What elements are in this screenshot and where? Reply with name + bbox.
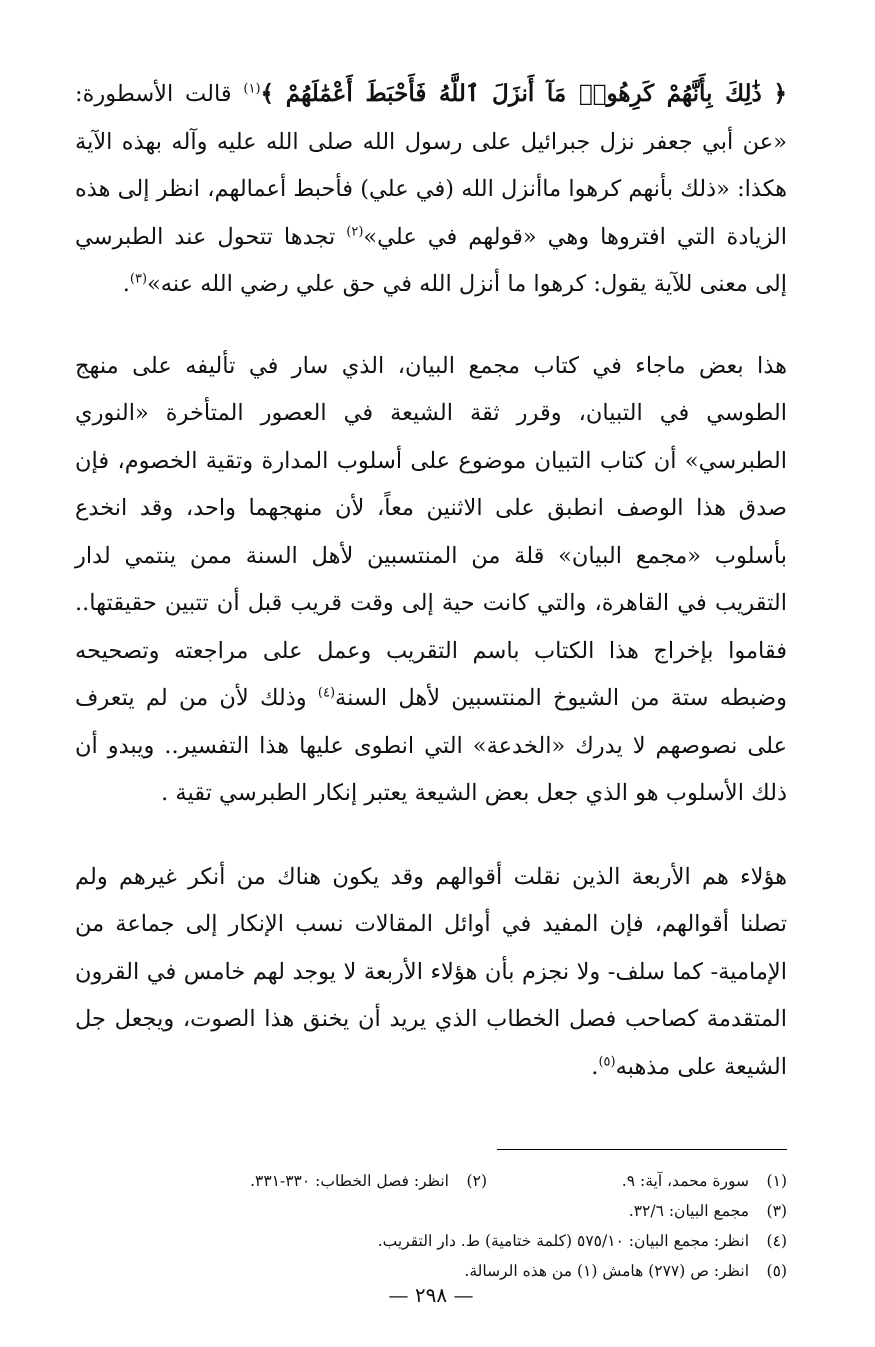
footnote-number: (١): [766, 1172, 787, 1190]
paragraph-2-text-a: هذا بعض ماجاء في كتاب مجمع البيان، الذي سار في تأليفه على منهج الطوسي في التبيان، وقرر ثقة الشيعة في العصور المتأخرة «النوري الطبرسي» أن كتاب التبيان موضوع على أسلوب المدارة وتقية الخصوم، فإن صدق هذا الوصف انطبق على الاثنين معاً، لأن منهجهما واحد، وقد انخدع بأسلوب «مجمع البيان» قلة من المنتسبين لأهل السنة ممن ينتمي لدار التقريب في القاهرة، والتي كانت حية إلى وقت قريب قبل أن تتبين حقيقتها.. فقاموا بإخراج هذا الكتاب باسم التقريب وعمل على مراجعته وتصحيحه وضبطه ستة من الشيوخ المنتسبين لأهل السنة: [75, 352, 787, 711]
footnote-number: (٢): [466, 1172, 487, 1190]
paragraph-1-text-b: تجدها تتحول عند الطبرسي إلى معنى للآية يقول: كرهوا ما أنزل الله في حق علي رضي الله عنه»: [75, 223, 787, 297]
page-content: [75, 70, 787, 1307]
footnote-ref-5[interactable]: (٥): [598, 1054, 616, 1069]
quran-verse-close-bracket: ﴾: [260, 80, 274, 107]
footnote-2: [250, 1166, 487, 1196]
page-number: — ٢٩٨ —: [388, 1283, 474, 1307]
footnote-text: انظر: فصل الخطاب: ٣٣٠-٣٣١.: [250, 1172, 449, 1190]
footnote-number: (٤): [766, 1232, 787, 1250]
footnote-ref-3[interactable]: (٣): [129, 271, 148, 287]
footnote-text: انظر: ص (٢٧٧) هامش (١) من هذه الرسالة.: [464, 1262, 749, 1280]
footnote-number: (٥): [766, 1262, 787, 1280]
footnote-text: انظر: مجمع البيان: ٥٧٥/١٠ (كلمة ختامية) ط. دار التقريب.: [377, 1232, 749, 1250]
paragraph-3-text-a: هؤلاء هم الأربعة الذين نقلت أقوالهم وقد يكون هناك من أنكر غيرهم ولم تصلنا أقوالهم، فإن المفيد في أوائل المقالات نسب الإنكار إلى جماعة من الإمامية- كما سلف- ولا نجزم بأن هؤلاء الأربعة لا يوجد لهم خامس في القرون المتقدمة كصاحب فصل الخطاب الذي يريد أن يخنق هذا الصوت، ويجعل جل الشيعة على مذهبه: [75, 863, 787, 1080]
footnote-text: سورة محمد، آية: ٩.: [621, 1172, 749, 1190]
footnote-5: [75, 1256, 787, 1286]
paragraph-3-text-b: .: [591, 1053, 599, 1080]
footnote-4: [75, 1226, 787, 1256]
footnote-ref-1[interactable]: (١): [243, 81, 261, 97]
footnote-1: [487, 1166, 787, 1196]
footnote-ref-2[interactable]: (٢): [346, 224, 364, 239]
paragraph-1: [75, 70, 787, 309]
footnote-row: [75, 1166, 787, 1196]
paragraph-2: [75, 343, 787, 818]
quran-verse: ذَٰلِكَ بِأَنَّهُمْ كَرِهُوا۟ مَآ أَنزَلَ ٱللَّهُ فَأَحْبَطَ أَعْمَٰلَهُمْ: [285, 80, 762, 107]
footnote-3: [75, 1196, 787, 1226]
paragraph-2-text-b: وذلك لأن من لم يتعرف على نصوصهم لا يدرك «الخدعة» التي انطوى عليها هذا التفسير.. ويبدو أن ذلك الأسلوب هو الذي جعل بعض الشيعة يعتبر إنكار الطبرسي تقية .: [75, 685, 787, 806]
quran-verse-open-bracket: ﴿: [773, 80, 787, 107]
footnote-divider: [497, 1149, 787, 1150]
paragraph-1-text-a: قالت الأسطورة: «عن أبي جعفر نزل جبرائيل على رسول الله صلى الله عليه وآله بهذه الآية هكذا: «ذلك بأنهم كرهوا ماأنزل الله (في علي) فأحبط أعمالهم، انظر إلى هذه الزيادة التي افتروها وهي «قولهم في علي»: [75, 81, 787, 250]
paragraph-3: [75, 854, 787, 1092]
footnote-number: (٣): [766, 1202, 787, 1220]
paragraph-1-text-c: .: [122, 271, 130, 297]
footnote-text: مجمع البيان: ٣٢/٦.: [628, 1202, 749, 1220]
footnote-ref-4[interactable]: (٤): [317, 685, 336, 701]
footnotes: [75, 1166, 787, 1286]
